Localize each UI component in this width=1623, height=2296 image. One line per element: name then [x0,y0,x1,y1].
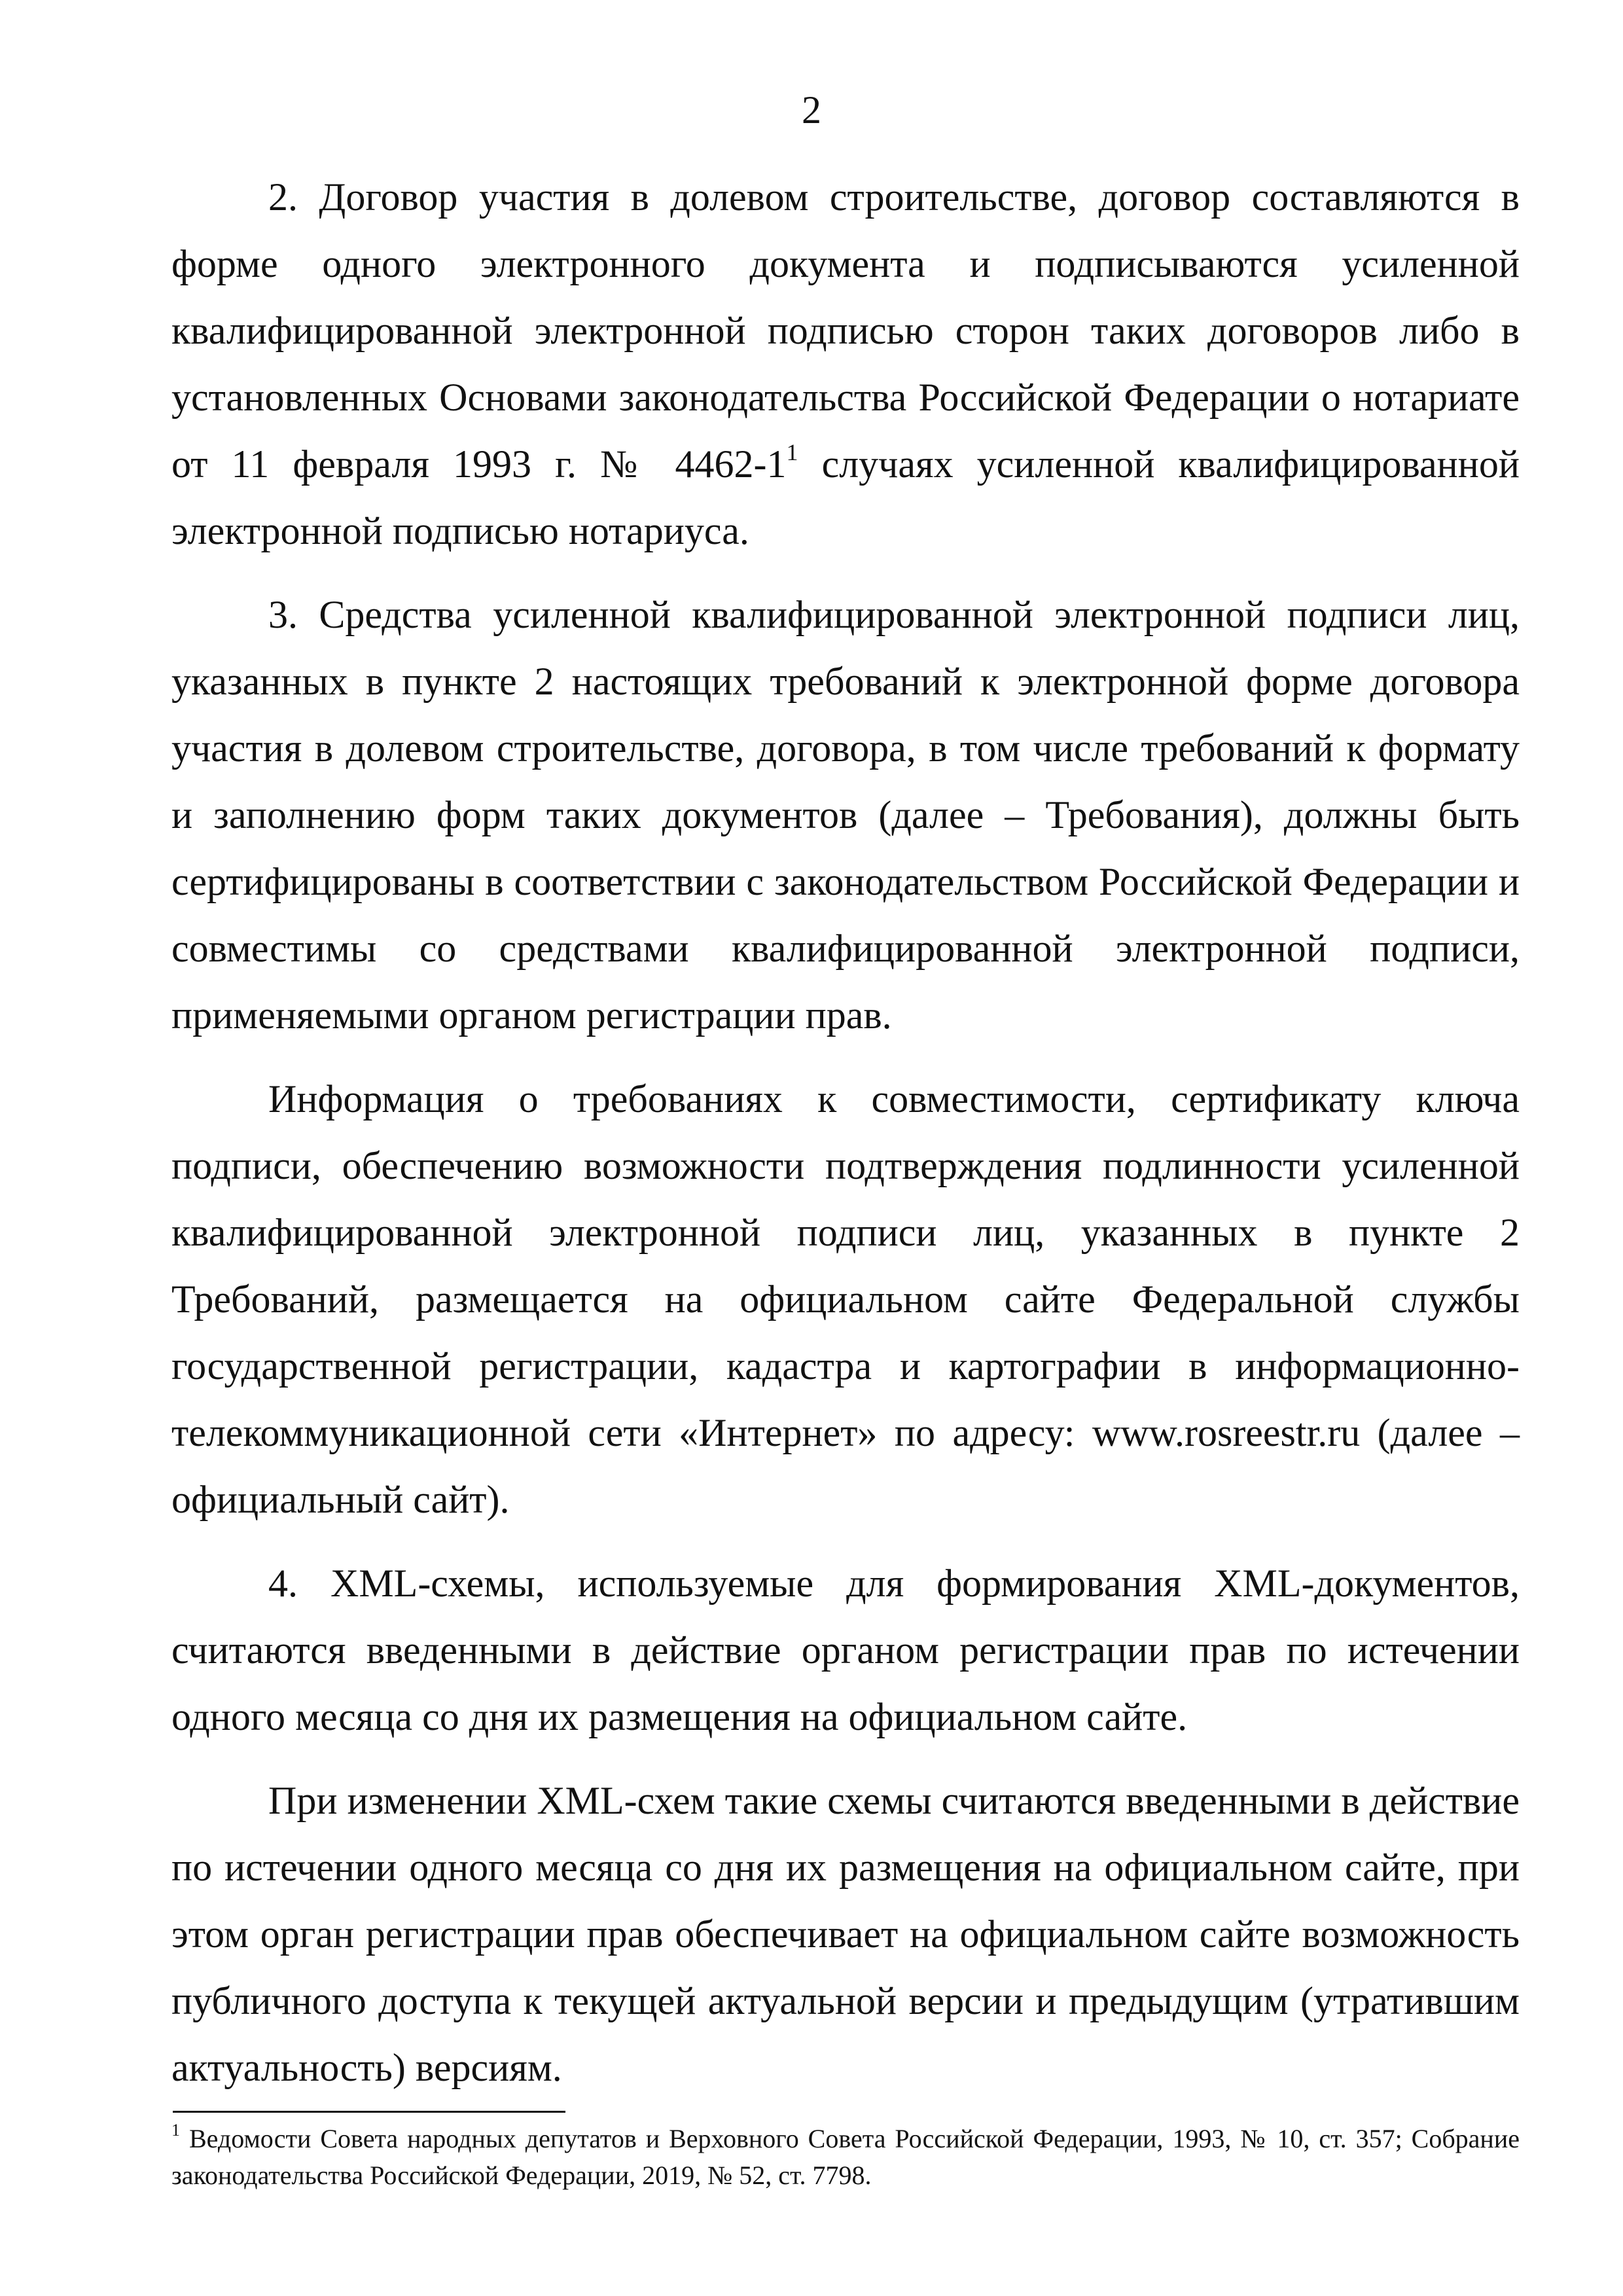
footnote [171,2121,1520,2194]
paragraph-compatibility-info: Информация о требованиях к совместимости, сертификату ключа подписи, обеспечению возможности подтверждения подлинности усиленной квалифицированной электронной подписи лиц, указанных в пункте 2 Требований, размещается на официальном сайте Федеральной службы государственной регистрации, кадастра и картографии в информационно-телекоммуникационной сети «Интернет» по адресу: www.rosreestr.ru (далее – официальный сайт). [171,1077,1520,1521]
footnote-divider [173,2111,565,2113]
paragraph-item-4: 4. XML-схемы, используемые для формирования XML-документов, считаются введенными в действие органом регистрации прав по истечении одного месяца со дня их размещения на официальном сайте. [171,1562,1520,1738]
footnote-text: Ведомости Совета народных депутатов и Верховного Совета Российской Федерации, 1993, № 10, ст. 357; Собрание законодательства Российской Федерации, 2019, № 52, ст. 7798. [171,2124,1520,2190]
paragraph-item-2-text-continued: случаях усиленной квалифицированной электронной подписью нотариуса. [171,442,1520,552]
paragraph-item-2 [171,164,1520,564]
paragraph-item-2-text: 2. Договор участия в долевом строительстве, договор составляются в форме одного электронного документа и подписываются усиленной квалифицированной электронной подписью сторон таких договоров либо в установленных Основами законодательства Российской Федерации о нотариате от 11 февраля 1993 г. № 4462-1 [171,175,1520,486]
paragraph-xml-schema-changes: При изменении XML-схем такие схемы считаются введенными в действие по истечении одного месяца со дня их размещения на официальном сайте, при этом орган регистрации прав обеспечивает на официальном сайте возможность публичного доступа к текущей актуальной версии и предыдущим (утратившим актуальность) версиям. [171,1779,1520,2089]
document-body [171,164,1520,2101]
footnote-marker: 1 [171,2121,180,2140]
page-number: 2 [802,88,821,132]
footnote-reference: 1 [786,439,798,465]
paragraph-item-3: 3. Средства усиленной квалифицированной электронной подписи лиц, указанных в пункте 2 настоящих требований к электронной форме договора участия в долевом строительстве, договора, в том числе требований к формату и заполнению форм таких документов (далее – Требования), должны быть сертифицированы в соответствии с законодательством Российской Федерации и совместимы со средствами квалифицированной электронной подписи, применяемыми органом регистрации прав. [171,593,1520,1037]
